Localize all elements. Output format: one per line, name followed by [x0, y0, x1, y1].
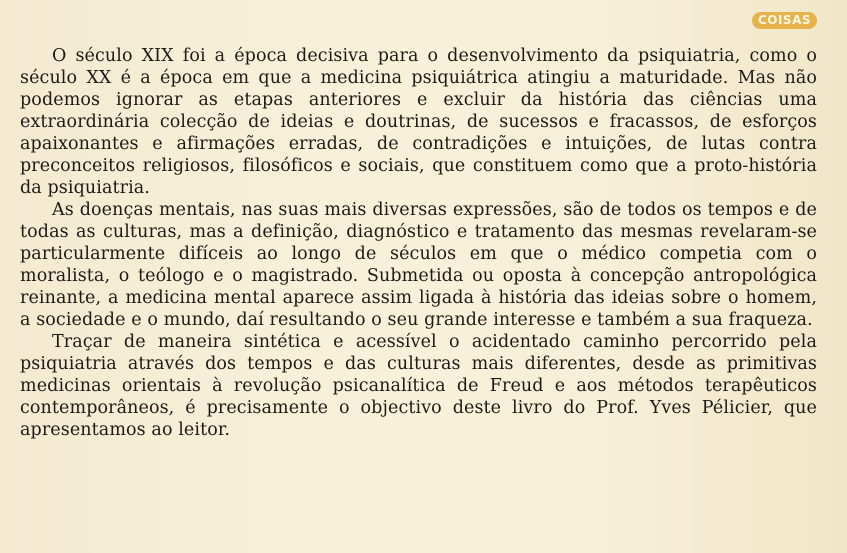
paragraph-2: As doenças mentais, nas suas mais diversas expressões, são de todos os tempos e de todas as culturas, mas a definição, diagnóstico e tratamento das mesmas revelaram-se particularmente difíceis ao longo de séculos em que o médico competia com o moralista, o teólogo e o magistrado. Submetida ou oposta à concepção antropológica reinante, a medicina mental aparece assim ligada à história das ideias sobre o homem, a sociedade e o mundo, daí resultando o seu grande interesse e também a sua fraqueza.	[20, 200, 817, 330]
publisher-logo: COISAS	[752, 12, 817, 29]
body-text	[20, 45, 817, 441]
paragraph-1: O século XIX foi a época decisiva para o desenvolvimento da psiquiatria, como o século XX é a época em que a medicina psiquiátrica atingiu a maturidade. Mas não podemos ignorar as etapas anteriores e excluir da história das ciências uma extraordinária colecção de ideias e doutrinas, de sucessos e fracassos, de esforços apaixonantes e afirmações erradas, de contradições e intuições, de lutas contra preconceitos religiosos, filosóficos e sociais, que constituem como que a proto-história da psiquiatria.	[20, 46, 817, 198]
paragraph-3: Traçar de maneira sintética e acessível o acidentado caminho percorrido pela psiquiatria através dos tempos e das culturas mais diferentes, desde as primitivas medicinas orientais à revolução psicanalítica de Freud e aos métodos terapêuticos contemporâneos, é precisamente o objectivo deste livro do Prof. Yves Pélicier, que apresentamos ao leitor.	[20, 332, 817, 440]
